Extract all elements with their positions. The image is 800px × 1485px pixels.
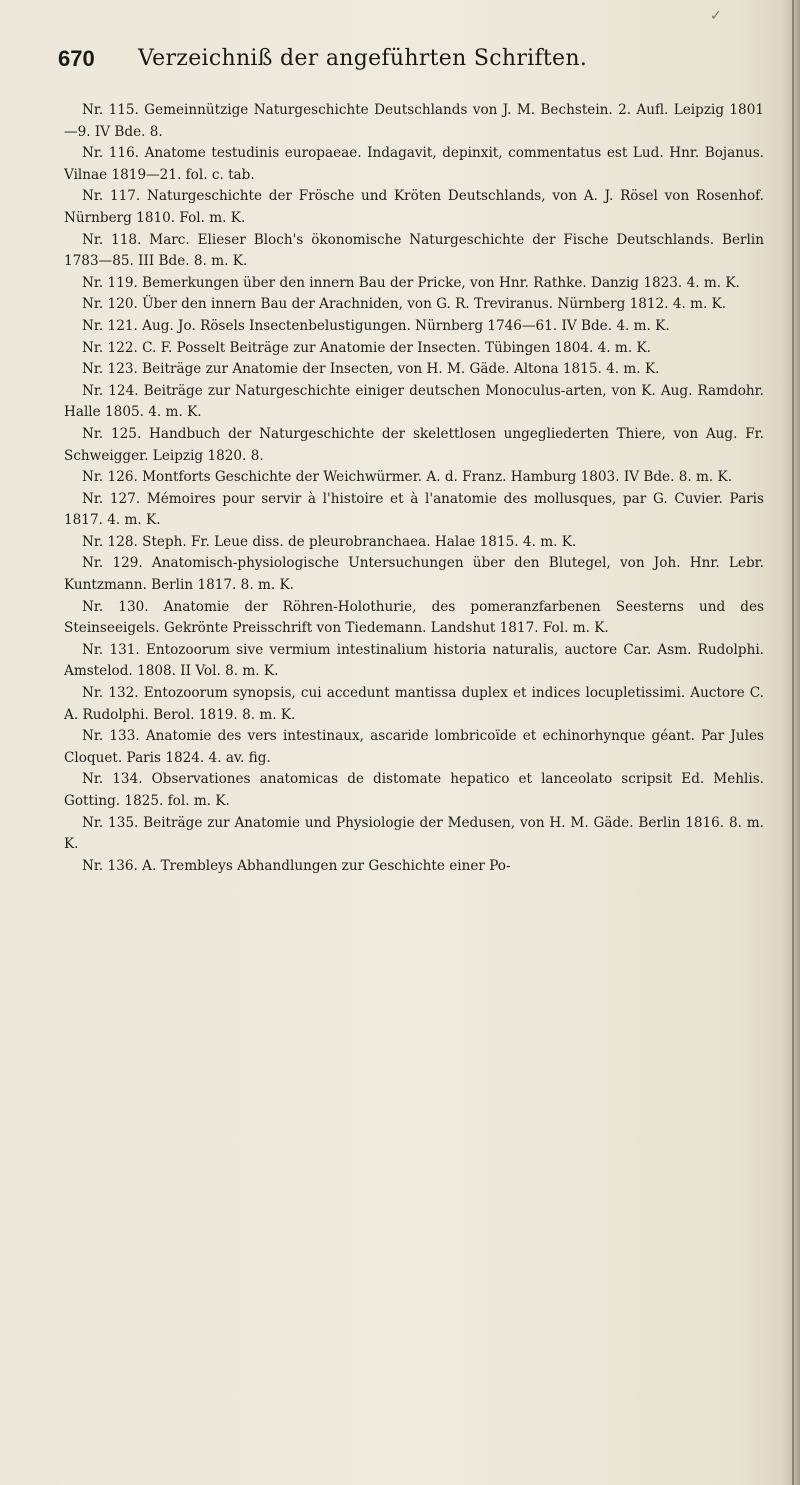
bibliography-list — [64, 100, 764, 1470]
bibliography-entry: Nr. 116. Anatome testudinis europaeae. Indagavit, depinxit, commentatus est Lud. Hnr. Bojanus. Vilnae 1819—21. fol. c. tab. — [64, 145, 764, 183]
bibliography-entry: Nr. 117. Naturgeschichte der Frösche und Kröten Deutschlands, von A. J. Rösel von Rosenhof. Nürnberg 1810. Fol. m. K. — [64, 188, 764, 226]
bibliography-entry: Nr. 126. Montforts Geschichte der Weichwürmer. A. d. Franz. Hamburg 1803. IV Bde. 8. m. K. — [82, 469, 733, 486]
bibliography-entry: Nr. 132. Entozoorum synopsis, cui accedunt mantissa duplex et indices locupletissimi. Auctore C. A. Rudolphi. Berol. 1819. 8. m. K. — [64, 685, 764, 723]
bibliography-entry: Nr. 120. Über den innern Bau der Arachniden, von G. R. Treviranus. Nürnberg 1812. 4. m. K. — [82, 296, 727, 313]
bibliography-entry: Nr. 115. Gemeinnützige Naturgeschichte Deutschlands von J. M. Bechstein. 2. Aufl. Leipzig 1801—9. IV Bde. 8. — [64, 102, 764, 140]
bibliography-entry: Nr. 127. Mémoires pour servir à l'histoire et à l'anatomie des mollusques, par G. Cuvier. Paris 1817. 4. m. K. — [64, 490, 764, 529]
bibliography-entry: Nr. 131. Entozoorum sive vermium intestinalium historia naturalis, auctore Car. Asm. Rudolphi. Amstelod. 1808. II Vol. 8. m. K. — [64, 641, 764, 680]
page-number: 670 — [58, 46, 95, 71]
pencil-mark: ✓ — [710, 8, 722, 24]
bibliography-entry: Nr. 123. Beiträge zur Anatomie der Insecten, von H. M. Gäde. Altona 1815. 4. m. K. — [82, 361, 660, 378]
page-header — [58, 46, 758, 86]
bibliography-entry: Nr. 129. Anatomisch-physiologische Untersuchungen über den Blutegel, von Joh. Hnr. Lebr. Kuntzmann. Berlin 1817. 8. m. K. — [64, 555, 764, 594]
bibliography-entry: Nr. 118. Marc. Elieser Bloch's ökonomische Naturgeschichte der Fische Deutschlands. Berlin 1783—85. III Bde. 8. m. K. — [64, 231, 764, 270]
bibliography-entry: Nr. 130. Anatomie der Röhren-Holothurie, des pomeranzfarbenen Seesterns und des Steinseeigels. Gekrönte Preisschrift von Tiedemann. Landshut 1817. Fol. m. K. — [64, 598, 764, 637]
running-title: Verzeichniß der angeführten Schriften. — [138, 46, 588, 71]
bibliography-entry: Nr. 121. Aug. Jo. Rösels Insectenbelustigungen. Nürnberg 1746—61. IV Bde. 4. m. K. — [82, 317, 670, 334]
bibliography-entry: Nr. 119. Bemerkungen über den innern Bau der Pricke, von Hnr. Rathke. Danzig 1823. 4. m. K. — [82, 274, 740, 291]
bibliography-entry: Nr. 122. C. F. Posselt Beiträge zur Anatomie der Insecten. Tübingen 1804. 4. m. K. — [82, 339, 651, 356]
bibliography-entry: Nr. 135. Beiträge zur Anatomie und Physiologie der Medusen, von H. M. Gäde. Berlin 1816. 8. m. K. — [64, 814, 764, 853]
bibliography-entry: Nr. 134. Observationes anatomicas de distomate hepatico et lanceolato scripsit Ed. Mehlis. Gotting. 1825. fol. m. K. — [64, 771, 764, 809]
bibliography-entry: Nr. 136. A. Trembleys Abhandlungen zur Geschichte einer Po- — [82, 857, 511, 874]
bibliography-entry: Nr. 125. Handbuch der Naturgeschichte der skelettlosen ungegliederten Thiere, von Aug. Fr. Schweigger. Leipzig 1820. 8. — [64, 425, 764, 464]
page-edge-line — [792, 0, 794, 1485]
bibliography-entry: Nr. 124. Beiträge zur Naturgeschichte einiger deutschen Monoculus-arten, von K. Aug. Ramdohr. Halle 1805. 4. m. K. — [64, 382, 764, 421]
bibliography-entry: Nr. 133. Anatomie des vers intestinaux, ascaride lombricoïde et echinorhynque géant. Par Jules Cloquet. Paris 1824. 4. av. fig. — [64, 728, 764, 766]
bibliography-entry: Nr. 128. Steph. Fr. Leue diss. de pleurobranchaea. Halae 1815. 4. m. K. — [82, 533, 577, 550]
book-gutter-shadow — [782, 0, 800, 1485]
